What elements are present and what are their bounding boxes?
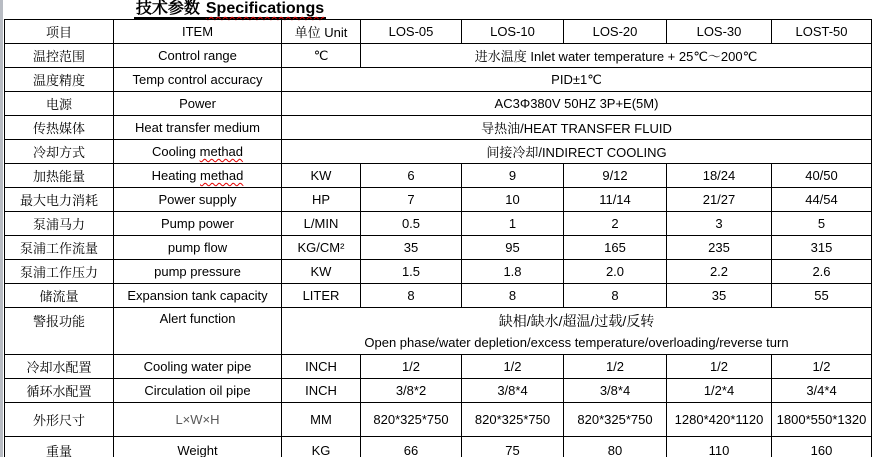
cell-dimensions-unit: MM bbox=[282, 403, 361, 437]
cell-tank-capacity-en: Expansion tank capacity bbox=[114, 284, 282, 308]
cell-cooling-water-pipe-los10: 1/2 bbox=[462, 355, 564, 379]
cell-pump-power-los20: 2 bbox=[564, 212, 667, 236]
header-model-los20: LOS-20 bbox=[564, 20, 667, 44]
header-model-los30: LOS-30 bbox=[667, 20, 772, 44]
page-title bbox=[4, 0, 456, 19]
cell-pump-pressure-lost50: 2.6 bbox=[772, 260, 872, 284]
page-title-en: Specificationgs bbox=[205, 0, 325, 17]
cell-heat-medium-value: 导热油/HEAT TRANSFER FLUID bbox=[282, 116, 872, 140]
cell-tank-capacity-unit: LITER bbox=[282, 284, 361, 308]
cell-pump-pressure-los10: 1.8 bbox=[462, 260, 564, 284]
cell-circulation-oil-pipe-lost50: 3/4*4 bbox=[772, 379, 872, 403]
cell-pump-pressure-los20: 2.0 bbox=[564, 260, 667, 284]
cell-dimensions-los30: 1280*420*1120 bbox=[667, 403, 772, 437]
cell-heating-capacity-los30: 18/24 bbox=[667, 164, 772, 188]
spec-table bbox=[4, 19, 872, 457]
cell-max-power-los10: 10 bbox=[462, 188, 564, 212]
cell-alert-en: Alert function bbox=[114, 308, 282, 355]
cell-heat-medium-zh: 传热媒体 bbox=[5, 116, 114, 140]
cell-pump-flow-zh: 泵浦工作流量 bbox=[5, 236, 114, 260]
cell-tank-capacity-los30: 35 bbox=[667, 284, 772, 308]
cell-max-power-zh: 最大电力消耗 bbox=[5, 188, 114, 212]
heating-capacity-en-text: Heating bbox=[151, 168, 201, 183]
row-heating-capacity bbox=[5, 164, 872, 188]
cell-pump-power-en: Pump power bbox=[114, 212, 282, 236]
cell-dimensions-los20: 820*325*750 bbox=[564, 403, 667, 437]
cell-control-range-zh: 温控范围 bbox=[5, 44, 114, 68]
cell-power-en: Power bbox=[114, 92, 282, 116]
cell-circulation-oil-pipe-zh: 循环水配置 bbox=[5, 379, 114, 403]
cell-pump-power-los30: 3 bbox=[667, 212, 772, 236]
cell-pump-flow-los30: 235 bbox=[667, 236, 772, 260]
cell-heat-medium-en: Heat transfer medium bbox=[114, 116, 282, 140]
cell-control-range-value: 进水温度 Inlet water temperature + 25℃～200℃ bbox=[361, 44, 872, 68]
cell-pump-power-unit: L/MIN bbox=[282, 212, 361, 236]
cell-heating-capacity-en bbox=[114, 164, 282, 188]
page-title-underline bbox=[134, 0, 326, 19]
cell-weight-lost50: 160 bbox=[772, 437, 872, 457]
cell-heating-capacity-los20: 9/12 bbox=[564, 164, 667, 188]
cooling-method-en-text: Cooling bbox=[151, 144, 200, 159]
cell-cooling-method-en bbox=[114, 140, 282, 164]
header-item-en: ITEM bbox=[114, 20, 282, 44]
row-dimensions bbox=[5, 403, 872, 437]
cell-pump-pressure-unit: KW bbox=[282, 260, 361, 284]
header-row bbox=[5, 20, 872, 44]
header-model-los05: LOS-05 bbox=[361, 20, 462, 44]
cell-circulation-oil-pipe-los05: 3/8*2 bbox=[361, 379, 462, 403]
row-tank-capacity bbox=[5, 284, 872, 308]
cell-max-power-los20: 11/14 bbox=[564, 188, 667, 212]
header-item-zh: 项目 bbox=[5, 20, 114, 44]
page-title-zh: 技术参数 bbox=[135, 0, 200, 17]
cell-cooling-water-pipe-los20: 1/2 bbox=[564, 355, 667, 379]
cell-pump-power-zh: 泵浦马力 bbox=[5, 212, 114, 236]
cell-tank-capacity-los20: 8 bbox=[564, 284, 667, 308]
cell-dimensions-zh: 外形尺寸 bbox=[5, 403, 114, 437]
cell-max-power-en: Power supply bbox=[114, 188, 282, 212]
cooling-method-en-typo: methad bbox=[199, 144, 244, 159]
row-cooling-method bbox=[5, 140, 872, 164]
cell-tank-capacity-los05: 8 bbox=[361, 284, 462, 308]
window-edge-strip bbox=[0, 0, 3, 457]
header-unit: 单位 Unit bbox=[282, 20, 361, 44]
cell-pump-flow-lost50: 315 bbox=[772, 236, 872, 260]
cell-alert-zh: 警报功能 bbox=[5, 308, 114, 355]
cell-max-power-lost50: 44/54 bbox=[772, 188, 872, 212]
cell-weight-los10: 75 bbox=[462, 437, 564, 457]
cell-circulation-oil-pipe-los30: 1/2*4 bbox=[667, 379, 772, 403]
row-max-power bbox=[5, 188, 872, 212]
row-alert-function bbox=[5, 308, 872, 355]
cell-heating-capacity-unit: KW bbox=[282, 164, 361, 188]
cell-tank-capacity-lost50: 55 bbox=[772, 284, 872, 308]
cell-heating-capacity-los05: 6 bbox=[361, 164, 462, 188]
cell-max-power-unit: HP bbox=[282, 188, 361, 212]
cell-weight-los30: 110 bbox=[667, 437, 772, 457]
cell-pump-flow-los20: 165 bbox=[564, 236, 667, 260]
cell-cooling-water-pipe-los05: 1/2 bbox=[361, 355, 462, 379]
cell-tank-capacity-los10: 8 bbox=[462, 284, 564, 308]
cell-heating-capacity-los10: 9 bbox=[462, 164, 564, 188]
cell-weight-en: Weight bbox=[114, 437, 282, 457]
cell-pump-flow-en: pump flow bbox=[114, 236, 282, 260]
cell-alert-value bbox=[282, 308, 872, 355]
cell-temp-accuracy-zh: 温度精度 bbox=[5, 68, 114, 92]
cell-control-range-unit: ℃ bbox=[282, 44, 361, 68]
cell-pump-pressure-zh: 泵浦工作压力 bbox=[5, 260, 114, 284]
cell-max-power-los05: 7 bbox=[361, 188, 462, 212]
cell-heating-capacity-zh: 加热能量 bbox=[5, 164, 114, 188]
cell-pump-pressure-los05: 1.5 bbox=[361, 260, 462, 284]
cell-cooling-water-pipe-lost50: 1/2 bbox=[772, 355, 872, 379]
cell-pump-flow-los10: 95 bbox=[462, 236, 564, 260]
row-control-range bbox=[5, 44, 872, 68]
cell-power-value: AC3Φ380V 50HZ 3P+E(5M) bbox=[282, 92, 872, 116]
cell-cooling-method-value: 间接冷却/INDIRECT COOLING bbox=[282, 140, 872, 164]
cell-temp-accuracy-value: PID±1℃ bbox=[282, 68, 872, 92]
alert-value-en: Open phase/water depletion/excess temperature/overloading/reverse turn bbox=[364, 335, 789, 350]
cell-pump-power-lost50: 5 bbox=[772, 212, 872, 236]
cell-weight-zh: 重量 bbox=[5, 437, 114, 457]
cell-pump-power-los05: 0.5 bbox=[361, 212, 462, 236]
cell-dimensions-lost50: 1800*550*1320 bbox=[772, 403, 872, 437]
row-weight bbox=[5, 437, 872, 457]
heating-capacity-en-typo: methad bbox=[200, 168, 244, 183]
cell-dimensions-los10: 820*325*750 bbox=[462, 403, 564, 437]
cell-cooling-water-pipe-zh: 冷却水配置 bbox=[5, 355, 114, 379]
header-model-los10: LOS-10 bbox=[462, 20, 564, 44]
cell-heating-capacity-lost50: 40/50 bbox=[772, 164, 872, 188]
cell-temp-accuracy-en: Temp control accuracy bbox=[114, 68, 282, 92]
cell-tank-capacity-zh: 储流量 bbox=[5, 284, 114, 308]
header-model-lost50: LOST-50 bbox=[772, 20, 872, 44]
cell-cooling-water-pipe-en: Cooling water pipe bbox=[114, 355, 282, 379]
cell-pump-pressure-en: pump pressure bbox=[114, 260, 282, 284]
row-temp-accuracy bbox=[5, 68, 872, 92]
cell-pump-power-los10: 1 bbox=[462, 212, 564, 236]
cell-cooling-method-zh: 冷却方式 bbox=[5, 140, 114, 164]
row-pump-power bbox=[5, 212, 872, 236]
cell-max-power-los30: 21/27 bbox=[667, 188, 772, 212]
cell-circulation-oil-pipe-los20: 3/8*4 bbox=[564, 379, 667, 403]
cell-cooling-water-pipe-los30: 1/2 bbox=[667, 355, 772, 379]
cell-pump-pressure-los30: 2.2 bbox=[667, 260, 772, 284]
cell-dimensions-los05: 820*325*750 bbox=[361, 403, 462, 437]
row-heat-medium bbox=[5, 116, 872, 140]
cell-power-zh: 电源 bbox=[5, 92, 114, 116]
alert-value-zh: 缺相/缺水/超温/过载/反转 bbox=[498, 313, 655, 329]
cell-cooling-water-pipe-unit: INCH bbox=[282, 355, 361, 379]
cell-weight-los05: 66 bbox=[361, 437, 462, 457]
cell-weight-unit: KG bbox=[282, 437, 361, 457]
row-power bbox=[5, 92, 872, 116]
cell-pump-flow-los05: 35 bbox=[361, 236, 462, 260]
row-pump-flow bbox=[5, 236, 872, 260]
cell-pump-flow-unit: KG/CM² bbox=[282, 236, 361, 260]
cell-circulation-oil-pipe-unit: INCH bbox=[282, 379, 361, 403]
row-pump-pressure bbox=[5, 260, 872, 284]
row-circulation-oil-pipe bbox=[5, 379, 872, 403]
cell-weight-los20: 80 bbox=[564, 437, 667, 457]
cell-control-range-en: Control range bbox=[114, 44, 282, 68]
cell-circulation-oil-pipe-en: Circulation oil pipe bbox=[114, 379, 282, 403]
cell-dimensions-en: L×W×H bbox=[114, 403, 282, 437]
row-cooling-water-pipe bbox=[5, 355, 872, 379]
cell-circulation-oil-pipe-los10: 3/8*4 bbox=[462, 379, 564, 403]
